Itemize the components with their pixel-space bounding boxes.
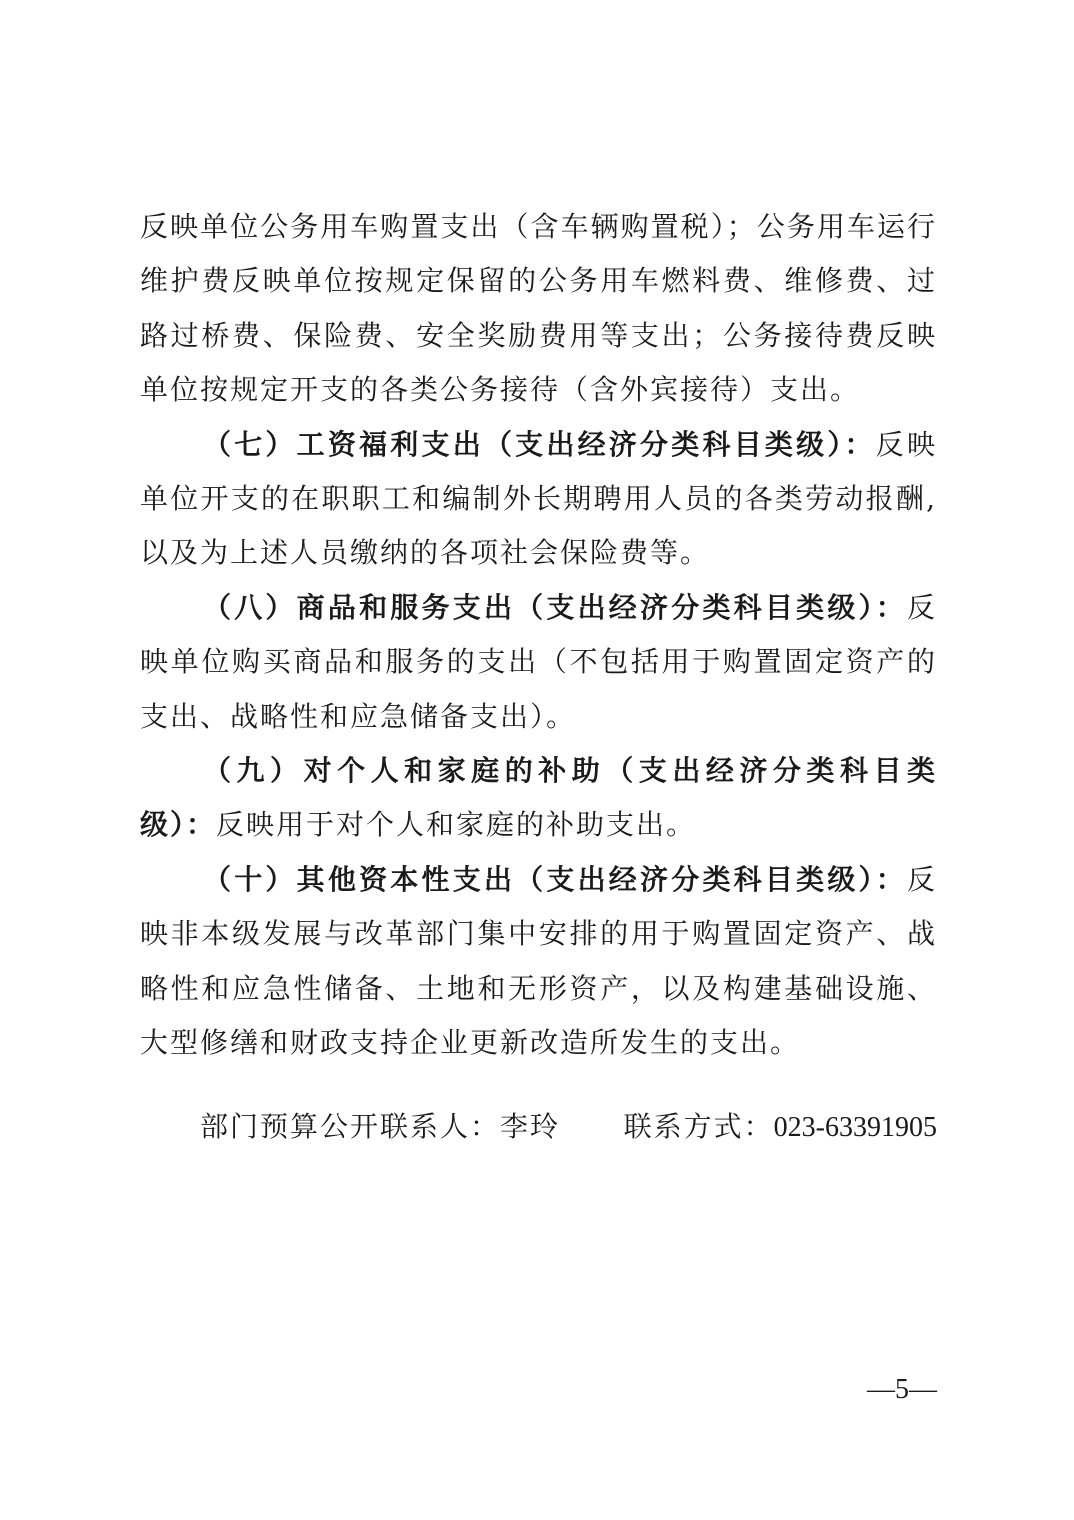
paragraph-heading: （九）对个人和家庭的补助（支出经济分类科目类级）： xyxy=(140,754,937,842)
paragraph-text: 反映用于对个人和家庭的补助支出。 xyxy=(216,808,697,842)
paragraph-heading: （七）工资福利支出（支出经济分类科目类级）： xyxy=(203,427,876,461)
paragraph-heading: （十）其他资本性支出（支出经济分类科目类级）： xyxy=(203,862,907,896)
contact-phone xyxy=(624,1105,937,1150)
contact-person-name: 李玲 xyxy=(500,1110,561,1143)
paragraph-salary-welfare xyxy=(140,418,937,581)
paragraph-goods-services xyxy=(140,581,937,744)
paragraph-household-subsidy xyxy=(140,744,937,853)
paragraph-heading: （八）商品和服务支出（支出经济分类科目类级）： xyxy=(203,590,907,624)
body-text xyxy=(140,200,937,1071)
paragraph-continuation xyxy=(140,200,937,418)
paragraph-text: 反映非本级发展与改革部门集中安排的用于购置固定资产、战略性和应急性储备、土地和无形资产，以及构建基础设施、大型修缮和财政支持企业更新改造所发生的支出。 xyxy=(140,862,937,1060)
contact-phone-label: 联系方式： xyxy=(623,1110,774,1143)
paragraph-text: 反映单位公务用车购置支出（含车辆购置税）；公务用车运行维护费反映单位按规定保留的公务用车燃料费、维修费、过路过桥费、保险费、安全奖励费用等支出；公务接待费反映单位按规定开支的各类公务接待（含外宾接待）支出。 xyxy=(140,210,937,407)
contact-phone-number: 023-63391905 xyxy=(773,1112,937,1143)
paragraph-text: 反映单位购买商品和服务的支出（不包括用于购置固定资产的支出、战略性和应急储备支出）。 xyxy=(140,590,937,733)
page-number: —5— xyxy=(867,1374,937,1405)
paragraph-text: 反映单位开支的在职职工和编制外长期聘用人员的各类劳动报酬,以及为上述人员缴纳的各项社会保险费等。 xyxy=(140,427,937,570)
contact-person xyxy=(200,1105,560,1150)
paragraph-other-capital xyxy=(140,853,937,1071)
contact-line xyxy=(200,1105,937,1150)
contact-person-label: 部门预算公开联系人： xyxy=(200,1110,501,1143)
